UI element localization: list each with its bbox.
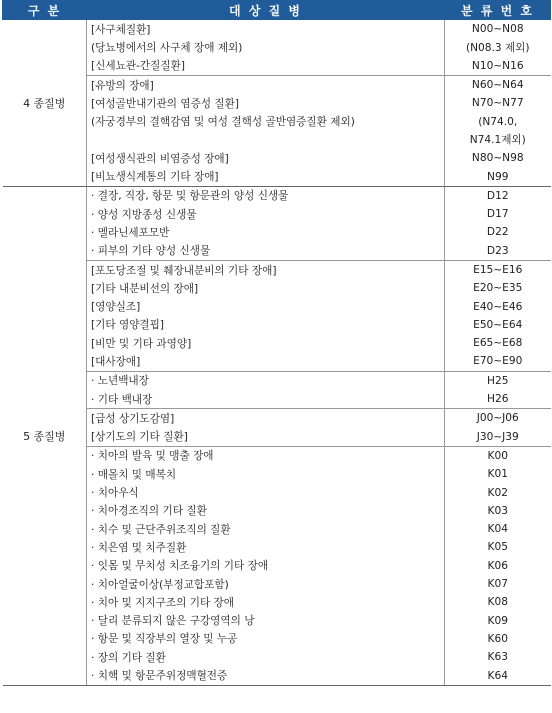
classification-code: K64 bbox=[445, 666, 551, 685]
disease-name: · 멜라닌세포모반 bbox=[87, 223, 445, 241]
classification-code: N00~N08 bbox=[445, 20, 551, 39]
disease-name: (자궁경부의 결핵감염 및 여성 결핵성 골반염증질환 제외) bbox=[87, 112, 445, 130]
disease-name: [대사장애] bbox=[87, 352, 445, 371]
classification-code: E15~E16 bbox=[445, 260, 551, 279]
classification-code: J30~J39 bbox=[476, 430, 519, 443]
disease-name: · 양성 지방종성 신생물 bbox=[87, 205, 445, 223]
classification-code: K06 bbox=[487, 559, 508, 572]
disease-name: · 장의 기타 질환 bbox=[87, 648, 445, 666]
classification-code: K08 bbox=[487, 596, 508, 609]
disease-name: · 치아의 발육 및 맹출 장애 bbox=[87, 446, 445, 465]
disease-name: [사구체질환] bbox=[87, 20, 445, 39]
classification-code: K03 bbox=[487, 504, 508, 517]
classification-code: (N74.0, bbox=[478, 115, 518, 128]
classification-code: K00 bbox=[445, 446, 551, 465]
classification-code: E50~E64 bbox=[473, 318, 523, 331]
classification-code: H26 bbox=[487, 393, 509, 406]
disease-name: · 치아우식 bbox=[87, 483, 445, 501]
classification-code: D12 bbox=[445, 186, 551, 205]
classification-code: D22 bbox=[486, 226, 509, 239]
classification-code: N80~N98 bbox=[471, 152, 524, 165]
table-body bbox=[3, 20, 551, 686]
classification-code: J00~J06 bbox=[445, 409, 551, 428]
disease-name bbox=[87, 131, 445, 149]
disease-name: · 노년백내장 bbox=[87, 371, 445, 390]
classification-code: E20~E35 bbox=[473, 282, 523, 295]
classification-code: K07 bbox=[487, 578, 508, 591]
disease-name: [유방의 장애] bbox=[87, 75, 445, 94]
disease-name: · 치수 및 근단주위조직의 질환 bbox=[87, 520, 445, 538]
disease-name: [상기도의 기타 질환] bbox=[87, 428, 445, 447]
disease-name: [기타 내분비선의 장애] bbox=[87, 279, 445, 297]
classification-code: E65~E68 bbox=[473, 337, 523, 350]
classification-code: N70~N77 bbox=[471, 97, 524, 110]
table-row bbox=[3, 20, 551, 39]
classification-code: E70~E90 bbox=[473, 355, 523, 368]
classification-code: N60~N64 bbox=[445, 75, 551, 94]
classification-code: H25 bbox=[445, 371, 551, 390]
classification-code: (N08.3 제외) bbox=[465, 41, 530, 54]
disease-name: [기타 영양결핍] bbox=[87, 316, 445, 334]
classification-code: D23 bbox=[486, 244, 509, 257]
classification-code: D17 bbox=[486, 208, 509, 221]
disease-name: [신세뇨관-간질질환] bbox=[87, 57, 445, 76]
classification-code: N10~N16 bbox=[471, 59, 524, 72]
disease-name: [여성생식관의 비염증성 장애] bbox=[87, 149, 445, 167]
disease-name: [비만 및 기타 과영양] bbox=[87, 334, 445, 352]
disease-name: · 피부의 기타 양성 신생물 bbox=[87, 242, 445, 261]
disease-name: · 달리 분류되지 않은 구강영역의 낭 bbox=[87, 612, 445, 630]
classification-code: K09 bbox=[487, 614, 508, 627]
classification-code: E40~E46 bbox=[473, 300, 523, 313]
disease-name: [포도당조절 및 췌장내분비의 기타 장애] bbox=[87, 260, 445, 279]
classification-code: N99 bbox=[445, 167, 551, 186]
classification-code: K04 bbox=[487, 523, 508, 536]
header-group: 구 분 bbox=[3, 1, 87, 20]
classification-code: K01 bbox=[487, 468, 508, 481]
disease-name: [급성 상기도감염] bbox=[87, 409, 445, 428]
classification-code: K02 bbox=[487, 486, 508, 499]
disease-name: · 치핵 및 항문주위정맥혈전증 bbox=[87, 666, 445, 685]
disease-name: · 치은염 및 치주질환 bbox=[87, 538, 445, 556]
disease-name: [여성골반내기관의 염증성 질환] bbox=[87, 94, 445, 112]
classification-code: K63 bbox=[487, 651, 508, 664]
table-header-row bbox=[3, 1, 551, 20]
group-label: 4 종질병 bbox=[3, 20, 87, 187]
disease-classification-table bbox=[2, 0, 551, 686]
disease-name: · 치아 및 지지구조의 기타 장애 bbox=[87, 593, 445, 611]
table-row bbox=[3, 186, 551, 205]
classification-code: K60 bbox=[487, 632, 508, 645]
group-label: 5 종질병 bbox=[3, 186, 87, 685]
disease-name: (당뇨병에서의 사구체 장애 제외) bbox=[87, 38, 445, 56]
disease-name: · 항문 및 직장부의 열장 및 누공 bbox=[87, 630, 445, 648]
disease-name: · 치아경조직의 기타 질환 bbox=[87, 502, 445, 520]
classification-code: K05 bbox=[487, 541, 508, 554]
disease-name: [영양실조] bbox=[87, 297, 445, 315]
header-code: 분 류 번 호 bbox=[445, 1, 551, 20]
disease-name: · 치아얼굴이상(부정교합포함) bbox=[87, 575, 445, 593]
disease-name: · 기타 백내장 bbox=[87, 390, 445, 409]
disease-name: · 결장, 직장, 항문 및 항문관의 양성 신생물 bbox=[87, 186, 445, 205]
header-disease: 대 상 질 병 bbox=[87, 1, 445, 20]
disease-name: · 매몰치 및 매복치 bbox=[87, 465, 445, 483]
disease-name: [비뇨생식계통의 기타 장애] bbox=[87, 167, 445, 186]
disease-name: · 잇몸 및 무치성 치조융기의 기타 장애 bbox=[87, 557, 445, 575]
classification-code: N74.1제외) bbox=[469, 134, 526, 147]
